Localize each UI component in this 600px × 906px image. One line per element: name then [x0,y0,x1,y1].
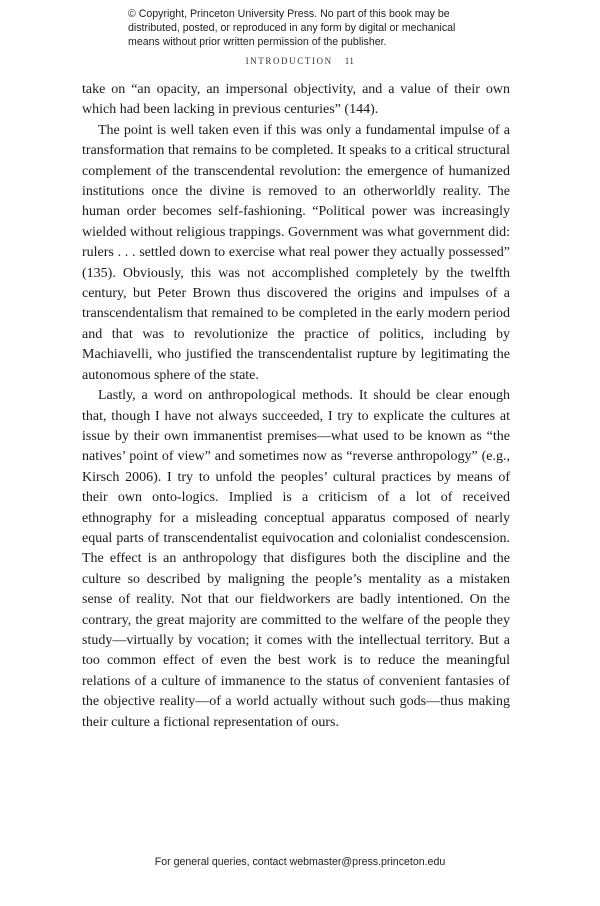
copyright-line: distributed, posted, or reproduced in any form by digital or mechanical [128,22,456,34]
running-head-title: INTRODUCTION [245,56,333,66]
paragraph: The point is well taken even if this was only a fundamental impulse of a transformation that remains to be completed. It speaks to a critical structural complement of the transcendental revolution: the emergence of humanized institutions once the divine is removed to an otherworldly reality. The human order becomes self-fashioning. “Political power was increasingly wielded without religious trappings. Government was what government did: rulers . . . settled down to exercise what real power they actually possessed” (135). Obviously, this was not accomplished completely by the twelfth century, but Peter Brown thus discovered the origins and impulses of a transcendentalism that remained to be completed in the early modern period and that was to revolutionize the practice of politics, including by Machiavelli, who justified the transcendentalist rupture by legitimating the autonomous sphere of the state. [82,122,510,383]
copyright-notice [128,7,488,49]
running-head [0,56,600,66]
body-text [82,80,510,733]
paragraph: Lastly, a word on anthropological methods. It should be clear enough that, though I have not always succeeded, I try to explicate the cultures at issue by their own immanentist premises—what used to be known as “the natives’ point of view” and sometimes now as “reverse anthropology” (e.g., Kirsch 2006). I try to unfold the peoples’ cultural practices by means of their own onto-logics. Implied is a criticism of a lot of received ethnography for a misleading conceptual apparatus composed of nearly equal parts of transcendentalist equivocation and colonialist condescension. The effect is an anthropology that disfigures both the discipline and the culture so described by maligning the people’s mentality as a mistaken sense of reality. Not that our fieldworkers are badly intentioned. On the contrary, the great majority are committed to the welfare of the people they study—virtually by vocation; it comes with the intellectual territory. But a too common effect of even the best work is to reduce the meaningful relations of a culture of immanence to the status of convenient fantasies of the objective reality—of a world actually without such gods—thus making their culture a fictional representation of ours. [82,388,510,730]
copyright-line: © Copyright, Princeton University Press. No part of this book may be [128,8,450,20]
copyright-line: means without prior written permission of the publisher. [128,36,387,48]
paragraph: take on “an opacity, an impersonal objectivity, and a value of their own which had been lacking in previous centuries” (144). [82,82,510,118]
page-number: 11 [344,56,355,66]
footer-contact: For general queries, contact webmaster@press.princeton.edu [154,856,446,868]
